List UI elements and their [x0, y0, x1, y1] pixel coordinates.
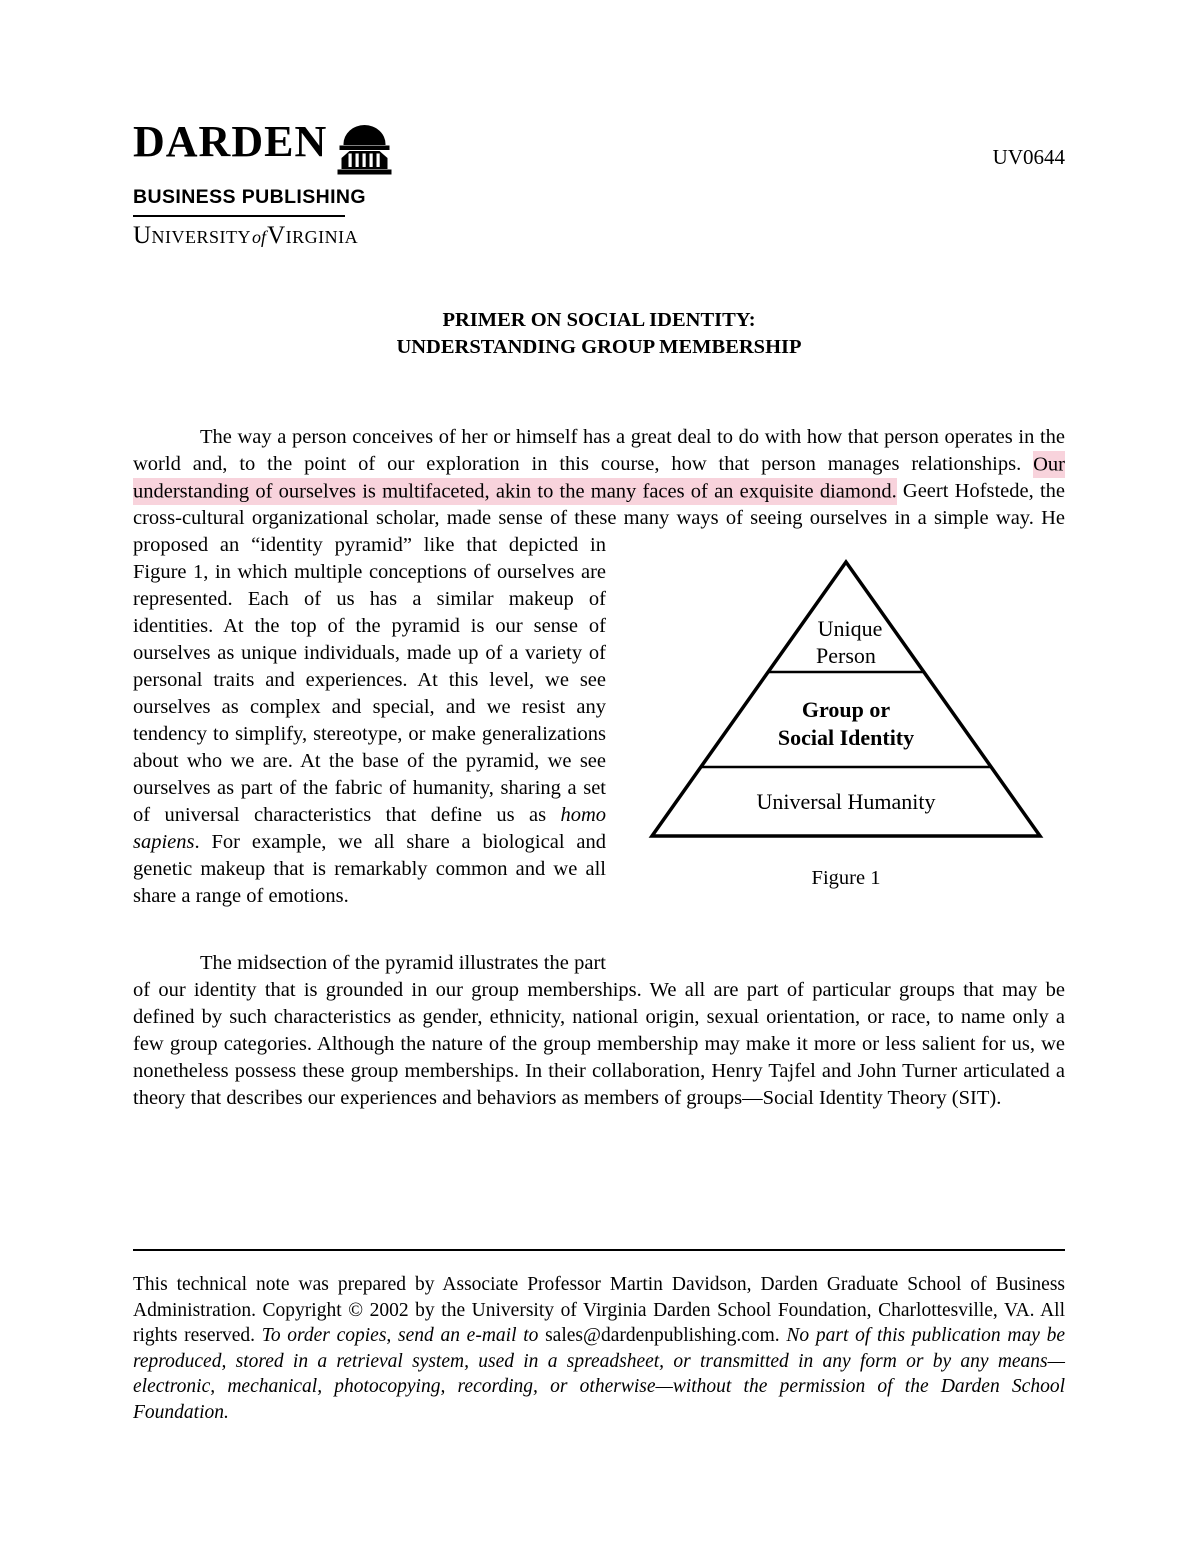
figure-caption: Figure 1: [811, 867, 881, 889]
footer-italic-segment: No part of this publication may be reproduced, stored in a retrieval system, used in a spreadsheet, or transmitted in any form or by any means—electronic, mechanical, photocopying, recording, or otherwise—without the permission of the Darden School Foundation.: [133, 1325, 1065, 1423]
document-id: UV0644: [992, 145, 1065, 169]
logo-divider: [133, 215, 345, 217]
paragraph-midsection: The midsection of the pyramid illustrates the part of our identity that is grounded in our group memberships. We all are part of particular groups that may be defined by such characteristics as gender, ethnicity, national origin, sexual orientation, or race, to name only a few group categories. Although the nature of the group membership may make it more or less salient for us, we nonetheless possess these group memberships. In their collaboration, Henry Tajfel and John Turner articulated a theory that describes our experiences and behaviors as members of groups—Social Identity Theory (SIT).: [133, 952, 1065, 1109]
copyright-note: [133, 1272, 1065, 1425]
darden-logo: [133, 117, 393, 250]
highlighted-text: Our understanding of ourselves is multifaceted, akin to the many faces of an exquisite diamond.: [133, 451, 1065, 505]
title-line-1: PRIMER ON SOCIAL IDENTITY:: [442, 309, 756, 331]
footer-divider: [133, 1249, 1065, 1251]
page-header: [133, 0, 1065, 250]
logo-university-of: of: [252, 227, 267, 247]
body-text: . For example, we all share a biological and genetic makeup that is remarkably common and we all share a range of emotions.: [133, 831, 606, 907]
body-text: Geert Hofstede, the cross-cultural organizational scholar, made sense of these many ways of seeing ourselves in a simple way. He proposed an “identity pyramid” like: [133, 480, 1065, 556]
pyramid-top-label-line1: Unique: [817, 616, 883, 641]
rotunda-icon: [336, 123, 393, 177]
logo-university-word2: Virginia: [267, 222, 359, 249]
logo-brand-text: DARDEN: [133, 117, 328, 166]
footer-email-text: sales@dardenpublishing.com.: [545, 1325, 787, 1346]
pyramid-middle-label-line1: Group or: [801, 697, 891, 722]
identity-pyramid-diagram: [646, 556, 1046, 842]
body-text: that depicted in Figure 1, in which multiple conceptions of ourselves are represented. Each of us has a similar makeup of identities. At the top of the pyramid is our sense of ourselves as unique individuals, made up of a variety of personal traits and experiences. At this level, we see ourselves as complex and special, and we resist any tendency to simplify, stereotype, or make generalizations about who we are. At the base of the pyramid, we see ourselves as part of the fabric of humanity, sharing a set of universal characteristics that define us as: [133, 534, 607, 826]
figure-1: [618, 536, 1065, 892]
footer-text-segment: This technical note was prepared by Associate Professor Martin Davidson, Darden Graduate School of Business Administration. Copyright © 2002 by the University of Virginia Darden School Foundation, Charlottesville, VA. All rights reserved.: [133, 1274, 1065, 1346]
footer: [133, 1249, 1065, 1425]
pyramid-top-label-line2: Person: [816, 643, 876, 668]
logo-university-word1: University: [133, 222, 252, 249]
italic-term: homo sapiens: [133, 804, 606, 853]
paragraph-intro: [133, 424, 1065, 910]
body-text: The way a person conceives of her or himself has a great deal to do with how that person operates in the world and, to the point of our exploration in this course, how that person manages relationships.: [133, 426, 1065, 475]
logo-subtitle: BUSINESS PUBLISHING: [133, 186, 366, 208]
pyramid-bottom-label: Universal Humanity: [756, 789, 936, 814]
footer-italic-segment: To order copies, send an e-mail to: [261, 1325, 546, 1346]
document-title: [133, 307, 1065, 361]
pyramid-middle-label-line2: Social Identity: [777, 725, 915, 750]
logo-university: [133, 222, 393, 250]
title-line-2: UNDERSTANDING GROUP MEMBERSHIP: [396, 336, 802, 358]
